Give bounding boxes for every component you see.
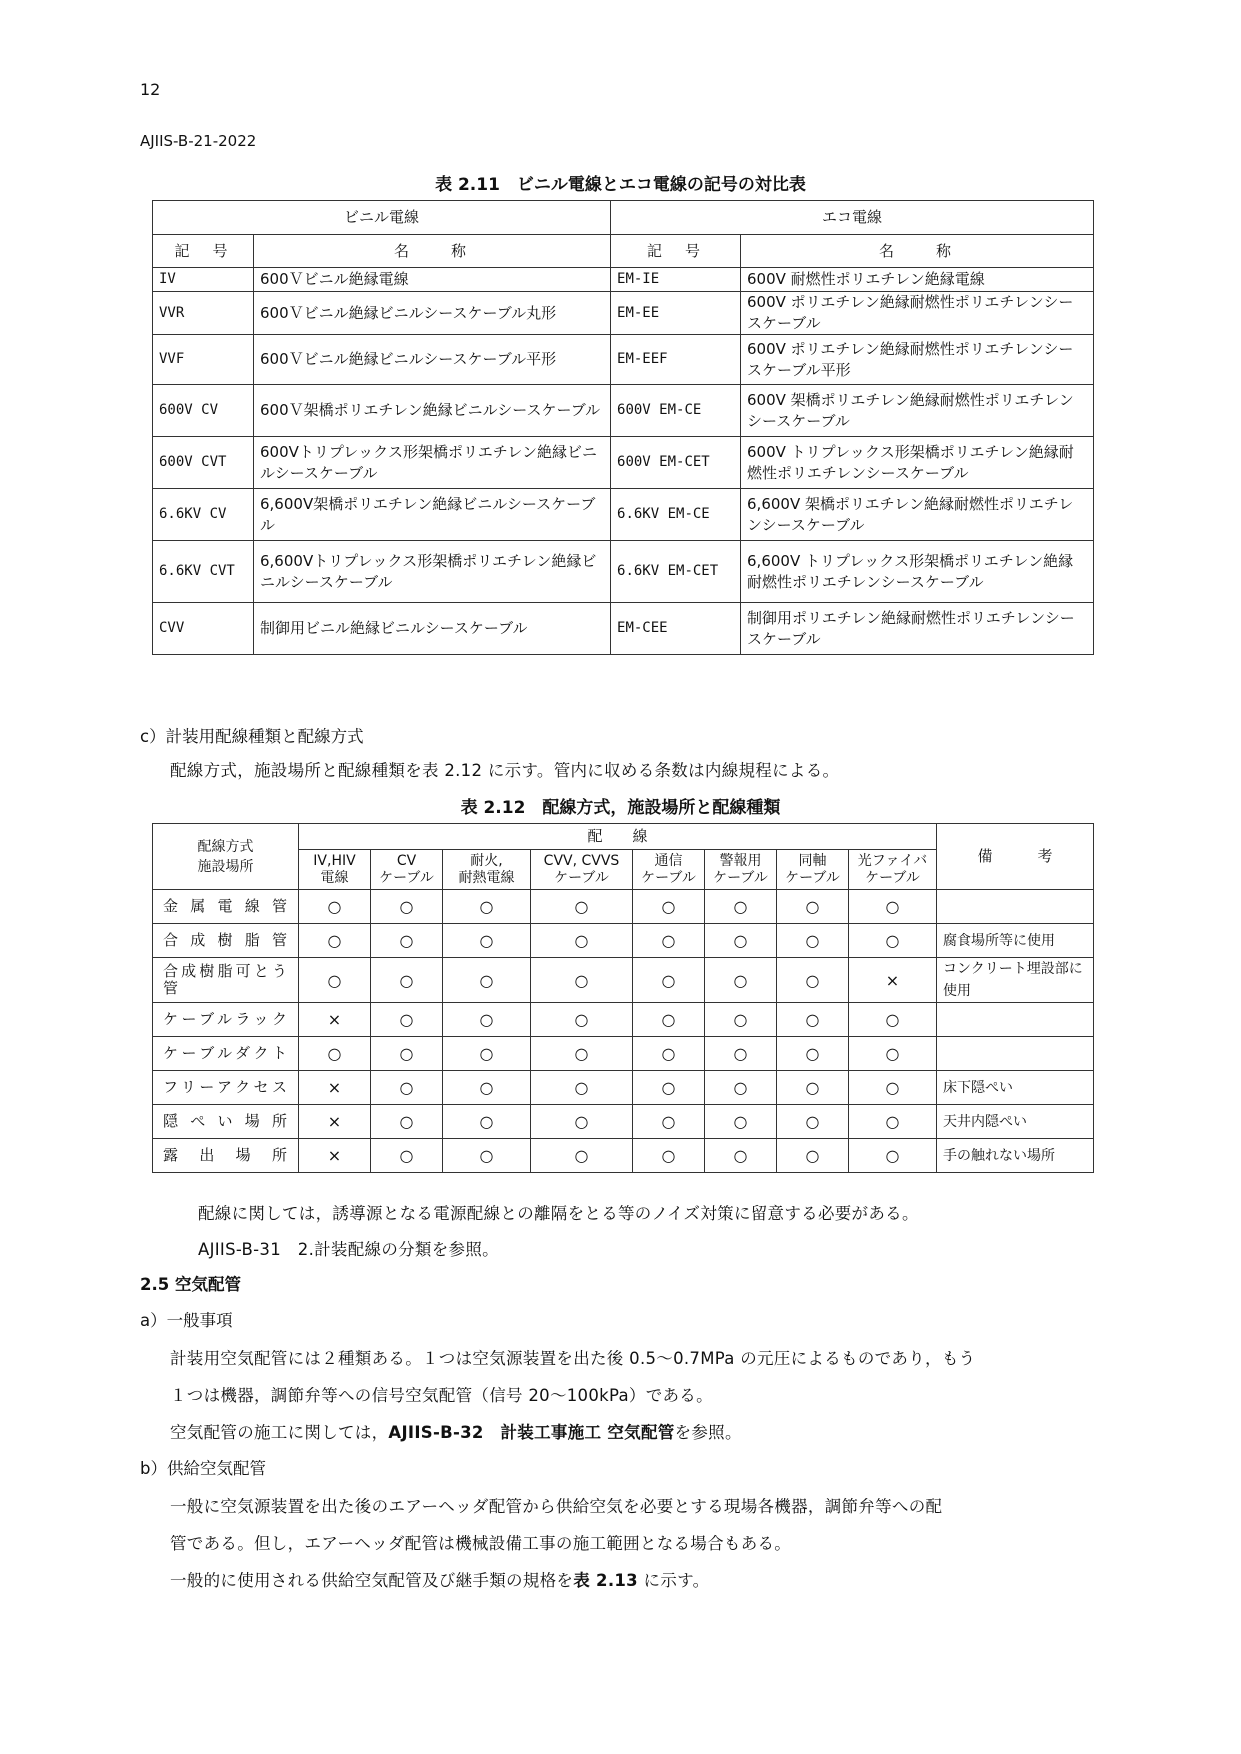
note-noise: 配線に関しては，誘導源となる電源配線との離隔をとる等のノイズ対策に留意する必要がある。 [198,1204,919,1223]
table-row [153,1139,1094,1173]
wiring-type-header [299,850,371,890]
corner-header [153,824,299,890]
suitability-mark-cell: ○ [299,890,371,924]
suitability-mark-cell: ○ [777,1105,849,1139]
suitability-mark-cell: ○ [705,1071,777,1105]
suitability-mark-cell: ○ [705,1105,777,1139]
section-b-para3-post: に示す。 [637,1571,710,1590]
suitability-mark-cell: ○ [705,1037,777,1071]
remarks-cell [937,1003,1094,1037]
vinyl-name-cell: 600Vトリプレックス形架橋ポリエチレン絶縁ビニルシースケーブル [254,437,611,489]
suitability-mark-cell: ○ [849,924,937,958]
suitability-mark-cell: ○ [371,890,443,924]
suitability-mark-cell: × [299,1003,371,1037]
eco-name-cell: 600V ポリエチレン絶縁耐燃性ポリエチレンシースケーブル平形 [741,335,1094,385]
wiring-type-header [633,850,705,890]
eco-name-cell: 600V 架橋ポリエチレン絶縁耐燃性ポリエチレンシースケーブル [741,385,1094,437]
suitability-mark-cell: ○ [443,1003,531,1037]
table-row [153,335,1094,385]
eco-name-cell: 6,600V 架橋ポリエチレン絶縁耐燃性ポリエチレンシースケーブル [741,489,1094,541]
header-symbol: 記 号 [611,235,741,268]
suitability-mark-cell: ○ [531,890,633,924]
vinyl-symbol-cell: 6.6KV CVT [153,541,254,603]
wiring-type-header-line1: IV,HIV [313,852,356,869]
suitability-mark-cell: ○ [633,1071,705,1105]
section-a-para3-post: を参照。 [674,1423,742,1442]
suitability-mark-cell: ○ [849,1071,937,1105]
wiring-type-header-line2: ケーブル [713,869,768,886]
wiring-type-header-line2: 電線 [320,869,349,886]
table-row [153,1105,1094,1139]
section-a-para3-pre: 空気配管の施工に関しては， [170,1423,389,1442]
table-row [153,1037,1094,1071]
suitability-mark-cell: ○ [299,924,371,958]
wiring-type-header-line1: 光ファイバ [857,852,928,869]
suitability-mark-cell: ○ [777,1071,849,1105]
note-reference: AJIIS-B-31 2.計装配線の分類を参照。 [198,1240,499,1259]
vinyl-name-cell: 600Ｖビニル絶縁ビニルシースケーブル平形 [254,335,611,385]
header-vinyl-wire: ビニル電線 [153,201,611,235]
vinyl-symbol-cell: 600V CVT [153,437,254,489]
table-row [153,268,1094,292]
suitability-mark-cell: ○ [371,1003,443,1037]
wiring-type-header [849,850,937,890]
table-2-11 [152,200,1094,655]
table-row [153,541,1094,603]
suitability-mark-cell: ○ [705,924,777,958]
suitability-mark-cell: ○ [849,1037,937,1071]
install-location-cell: ケーブルラック [153,1003,299,1037]
suitability-mark-cell: ○ [633,1037,705,1071]
suitability-mark-cell: ○ [299,1037,371,1071]
suitability-mark-cell: ○ [777,1003,849,1037]
wiring-type-header [443,850,531,890]
eco-name-cell: 制御用ポリエチレン絶縁耐燃性ポリエチレンシースケーブル [741,603,1094,655]
suitability-mark-cell: ○ [531,1139,633,1173]
section-c-heading: c）計装用配線種類と配線方式 [140,727,364,746]
section-2-5-title: 2.5 空気配管 [140,1275,241,1294]
suitability-mark-cell: × [299,1071,371,1105]
section-b-para3 [170,1567,709,1591]
suitability-mark-cell: ○ [633,924,705,958]
suitability-mark-cell: × [299,1139,371,1173]
eco-symbol-cell: 6.6KV EM-CE [611,489,741,541]
suitability-mark-cell: ○ [633,958,705,1003]
suitability-mark-cell: ○ [371,1071,443,1105]
suitability-mark-cell: ○ [531,958,633,1003]
document-id: AJIIS-B-21-2022 [140,132,257,150]
section-a-heading: a）一般事項 [140,1311,233,1330]
eco-name-cell: 600V 耐燃性ポリエチレン絶縁電線 [741,268,1094,292]
vinyl-name-cell: 制御用ビニル絶縁ビニルシースケーブル [254,603,611,655]
eco-name-cell: 600V ポリエチレン絶縁耐燃性ポリエチレンシースケーブル [741,292,1094,335]
suitability-mark-cell: ○ [443,958,531,1003]
page-number: 12 [140,80,161,99]
suitability-mark-cell: × [299,1105,371,1139]
suitability-mark-cell: ○ [443,1071,531,1105]
wiring-type-header [531,850,633,890]
eco-symbol-cell: EM-EEF [611,335,741,385]
suitability-mark-cell: ○ [633,1003,705,1037]
suitability-mark-cell: × [849,958,937,1003]
suitability-mark-cell: ○ [777,1037,849,1071]
install-location-cell: 隠ぺい場所 [153,1105,299,1139]
suitability-mark-cell: ○ [443,1037,531,1071]
remarks-cell: 手の触れない場所 [937,1139,1094,1173]
suitability-mark-cell: ○ [849,1139,937,1173]
vinyl-symbol-cell: 600V CV [153,385,254,437]
wiring-type-header-line2: ケーブル [865,869,920,886]
suitability-mark-cell: ○ [849,1105,937,1139]
suitability-mark-cell: ○ [531,1105,633,1139]
suitability-mark-cell: ○ [371,1105,443,1139]
suitability-mark-cell: ○ [371,1037,443,1071]
suitability-mark-cell: ○ [531,1037,633,1071]
section-a-para3-ref: AJIIS-B-32 計装工事施工 空気配管 [388,1423,675,1442]
install-location-cell: 露出場所 [153,1139,299,1173]
header-symbol: 記 号 [153,235,254,268]
install-location-cell: 金属電線管 [153,890,299,924]
vinyl-symbol-cell: 6.6KV CV [153,489,254,541]
suitability-mark-cell: ○ [777,890,849,924]
vinyl-name-cell: 600Ｖビニル絶縁ビニルシースケーブル丸形 [254,292,611,335]
vinyl-name-cell: 600Ｖ架橋ポリエチレン絶縁ビニルシースケーブル [254,385,611,437]
suitability-mark-cell: ○ [443,1105,531,1139]
eco-name-cell: 6,600V トリプレックス形架橋ポリエチレン絶縁耐燃性ポリエチレンシースケーブル [741,541,1094,603]
vinyl-name-cell: 6,600V架橋ポリエチレン絶縁ビニルシースケーブル [254,489,611,541]
table-row [153,603,1094,655]
section-a-para3 [170,1419,742,1443]
table-row [153,924,1094,958]
wiring-type-header-line1: 耐火, [470,852,503,869]
install-location-cell: ケーブルダクト [153,1037,299,1071]
suitability-mark-cell: ○ [371,958,443,1003]
wiring-type-header [705,850,777,890]
suitability-mark-cell: ○ [633,1139,705,1173]
table-row [153,385,1094,437]
wiring-type-header-line1: 通信 [654,852,683,869]
section-b-para2: 管である。但し，エアーヘッダ配管は機械設備工事の施工範囲となる場合もある。 [170,1534,792,1553]
header-name: 名 称 [741,235,1094,268]
wiring-type-header-line2: ケーブル [785,869,840,886]
remarks-cell [937,1037,1094,1071]
suitability-mark-cell: ○ [705,890,777,924]
wiring-type-header-line1: 同軸 [798,852,827,869]
section-b-heading: b）供給空気配管 [140,1459,266,1478]
section-a-para2: １つは機器，調節弁等への信号空気配管（信号 20～100kPa）である。 [170,1386,713,1405]
install-location-cell: 合成樹脂管 [153,924,299,958]
install-location-cell: フリーアクセス [153,1071,299,1105]
vinyl-name-cell: 600Ｖビニル絶縁電線 [254,268,611,292]
suitability-mark-cell: ○ [371,924,443,958]
remarks-header: 備 考 [937,824,1094,890]
suitability-mark-cell: ○ [777,924,849,958]
wiring-type-header-line1: CV [396,852,417,869]
table-row [153,489,1094,541]
table-2-11-caption: 表 2.11 ビニル電線とエコ電線の記号の対比表 [435,175,806,195]
table-2-12 [152,823,1094,1173]
section-a-para1: 計装用空気配管には２種類ある。１つは空気源装置を出た後 0.5～0.7MPa の元圧によるものであり，もう [170,1349,976,1368]
wiring-type-header-line2: ケーブル [554,869,609,886]
vinyl-symbol-cell: VVF [153,335,254,385]
suitability-mark-cell: ○ [705,1139,777,1173]
remarks-cell: コンクリート埋設部に使用 [937,958,1094,1003]
eco-name-cell: 600V トリプレックス形架橋ポリエチレン絶縁耐燃性ポリエチレンシースケーブル [741,437,1094,489]
section-b-para3-ref: 表 2.13 [573,1571,638,1590]
remarks-cell: 腐食場所等に使用 [937,924,1094,958]
header-name: 名 称 [254,235,611,268]
suitability-mark-cell: ○ [849,1003,937,1037]
section-c-text: 配線方式，施設場所と配線種類を表 2.12 に示す。管内に収める条数は内線規程による。 [170,761,840,780]
suitability-mark-cell: ○ [849,890,937,924]
corner-header-line2: 施設場所 [197,858,254,875]
vinyl-symbol-cell: VVR [153,292,254,335]
suitability-mark-cell: ○ [531,1003,633,1037]
remarks-cell: 天井内隠ぺい [937,1105,1094,1139]
eco-symbol-cell: EM-EE [611,292,741,335]
table-row [153,292,1094,335]
wiring-type-header-line2: ケーブル [641,869,696,886]
header-eco-wire: エコ電線 [611,201,1094,235]
suitability-mark-cell: ○ [531,924,633,958]
suitability-mark-cell: ○ [705,1003,777,1037]
suitability-mark-cell: ○ [299,958,371,1003]
suitability-mark-cell: ○ [443,1139,531,1173]
remarks-cell [937,890,1094,924]
vinyl-symbol-cell: CVV [153,603,254,655]
eco-symbol-cell: 600V EM-CET [611,437,741,489]
wiring-type-header [371,850,443,890]
install-location-cell: 合成樹脂可とう管 [153,958,299,1003]
wiring-type-header-line2: ケーブル [379,869,434,886]
remarks-cell: 床下隠ぺい [937,1071,1094,1105]
wiring-type-header [777,850,849,890]
eco-symbol-cell: EM-CEE [611,603,741,655]
wiring-type-header-line1: 警報用 [719,852,762,869]
table-2-12-caption: 表 2.12 配線方式，施設場所と配線種類 [460,798,781,818]
suitability-mark-cell: ○ [705,958,777,1003]
table-row [153,1071,1094,1105]
wiring-type-header-line2: 耐熱電線 [458,869,515,886]
suitability-mark-cell: ○ [443,924,531,958]
wiring-type-header-line1: CVV, CVVS [543,852,620,869]
section-b-para1: 一般に空気源装置を出た後のエアーヘッダ配管から供給空気を必要とする現場各機器，調節弁等への配 [170,1497,943,1516]
suitability-mark-cell: ○ [633,890,705,924]
suitability-mark-cell: ○ [443,890,531,924]
wiring-group-header: 配 線 [299,824,937,850]
suitability-mark-cell: ○ [777,1139,849,1173]
table-row [153,958,1094,1003]
suitability-mark-cell: ○ [633,1105,705,1139]
eco-symbol-cell: 6.6KV EM-CET [611,541,741,603]
table-row [153,437,1094,489]
eco-symbol-cell: EM-IE [611,268,741,292]
suitability-mark-cell: ○ [371,1139,443,1173]
table-row [153,890,1094,924]
table-row [153,1003,1094,1037]
suitability-mark-cell: ○ [531,1071,633,1105]
section-b-para3-pre: 一般的に使用される供給空気配管及び継手類の規格を [170,1571,574,1590]
suitability-mark-cell: ○ [777,958,849,1003]
corner-header-line1: 配線方式 [197,838,254,855]
vinyl-name-cell: 6,600Vトリプレックス形架橋ポリエチレン絶縁ビニルシースケーブル [254,541,611,603]
vinyl-symbol-cell: IV [153,268,254,292]
eco-symbol-cell: 600V EM-CE [611,385,741,437]
